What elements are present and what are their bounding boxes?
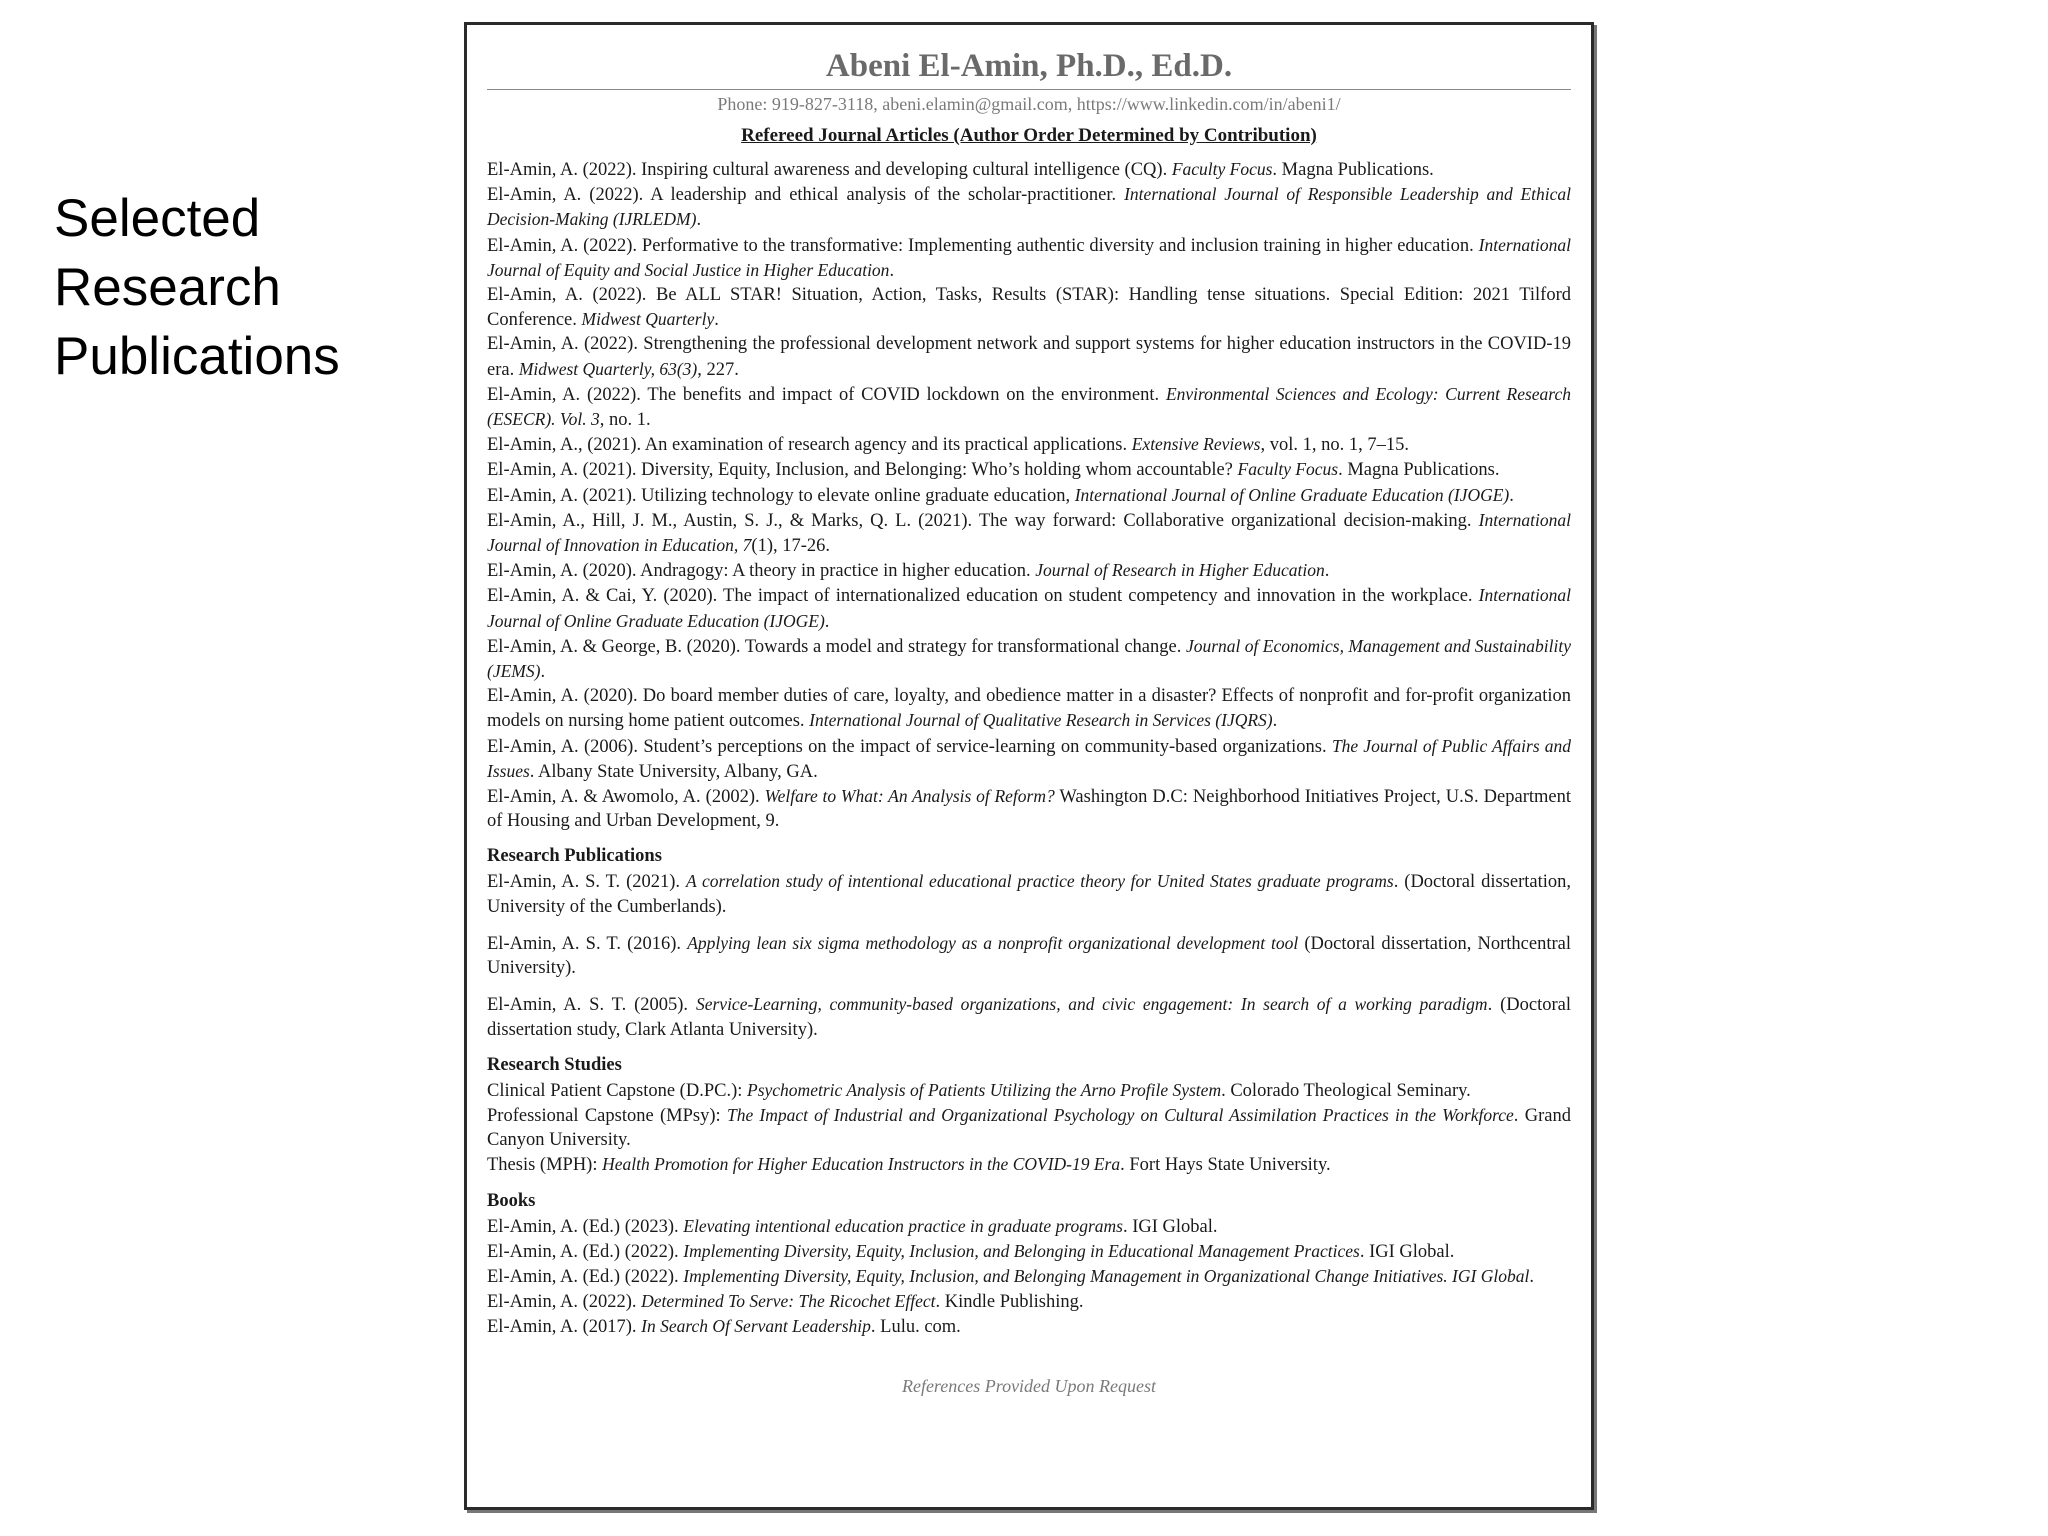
citation-tail: .: [1509, 485, 1514, 506]
citation-source: Journal of Research in Higher Education: [1035, 560, 1325, 581]
citation-tail: . Fort Hays State University.: [1120, 1155, 1331, 1176]
citation-tail: . Kindle Publishing.: [935, 1292, 1084, 1313]
resume-contact: Phone: 919-827-3118, abeni.elamin@gmail.com, https://www.linkedin.com/in/abeni1/: [717, 94, 1341, 114]
citation-entry: [487, 182, 1571, 232]
citation-tail: . Lulu. com.: [870, 1317, 961, 1338]
citation-entry: [487, 483, 1571, 508]
citation-source: Implementing Diversity, Equity, Inclusion, and Belonging Management in Organizational Change Initiatives. IGI Global: [683, 1265, 1530, 1286]
citation-tail: . Colorado Theological Seminary.: [1221, 1080, 1471, 1101]
citation-tail: . Albany State University, Albany, GA.: [529, 761, 818, 782]
slide-title: Selected Research Publications: [54, 189, 340, 386]
citation-source: Health Promotion for Higher Education Instructors in the COVID-19 Era: [602, 1154, 1121, 1175]
journal-articles-list: [487, 157, 1571, 833]
citation-text: El-Amin, A. (Ed.) (2022).: [487, 1241, 684, 1262]
citation-text: El-Amin, A., (2021). An examination of research agency and its practical applications.: [487, 435, 1132, 456]
citation-entry: [487, 634, 1571, 684]
citation-entry: [487, 931, 1571, 980]
citation-text: El-Amin, A. (Ed.) (2023).: [487, 1216, 684, 1237]
citation-entry: [487, 992, 1571, 1041]
journal-articles-heading: Refereed Journal Articles (Author Order Determined by Contribution): [741, 125, 1317, 146]
citation-entry: [487, 283, 1571, 332]
citation-source: Faculty Focus: [1171, 159, 1273, 179]
citation-text: El-Amin, A. (2022). Strengthening the professional development network and support systems for higher education instructors in the COVID-19 era.: [487, 334, 1571, 380]
citation-source: International Journal of Equity and Social Justice in Higher Education: [487, 234, 1571, 280]
research-publications-list: [487, 869, 1571, 1041]
citation-tail: .: [1324, 561, 1330, 582]
citation-source: International Journal of Online Graduate Education (IJOGE): [487, 585, 1571, 631]
books-heading: Books: [487, 1190, 536, 1211]
citation-tail: .: [1272, 711, 1278, 732]
citation-tail: Washington D.C: Neighborhood Initiatives Project, U.S. Department of Housing and Urban Development, 9.: [487, 787, 1572, 832]
citation-text: El-Amin, A. S. T. (2016).: [487, 933, 688, 954]
citation-text: El-Amin, A. S. T. (2005).: [487, 995, 696, 1016]
citation-entry: [487, 432, 1571, 457]
citation-tail: , vol. 1, no. 1, 7–15.: [1260, 435, 1410, 456]
citation-source: Psychometric Analysis of Patients Utilizing the Arno Profile System: [747, 1079, 1222, 1100]
citation-tail: . IGI Global.: [1123, 1216, 1218, 1237]
citation-text: El-Amin, A. (2022). A leadership and ethical analysis of the scholar-practitioner.: [487, 185, 1125, 206]
citation-entry: [487, 157, 1571, 182]
citation-text: El-Amin, A. (2021). Utilizing technology to elevate online graduate education,: [487, 485, 1075, 506]
citation-tail: . Magna Publications.: [1338, 460, 1500, 481]
citation-text: El-Amin, A. S. T. (2021).: [487, 872, 686, 893]
resume-name: Abeni El-Amin, Ph.D., Ed.D.: [825, 48, 1233, 84]
resume-document: [464, 22, 1594, 1510]
citation-text: El-Amin, A. (2020). Do board member duties of care, loyalty, and obedience matter in a disaster? Effects of nonprofit and for-profit organization models on nursing home patient outcomes.: [487, 686, 1571, 732]
citation-source: Elevating intentional education practice in graduate programs: [683, 1215, 1123, 1236]
citation-tail: , 227.: [697, 359, 739, 380]
citation-source: Extensive Reviews: [1131, 434, 1261, 455]
citation-entry: [487, 1264, 1571, 1289]
citation-entry: [487, 233, 1571, 283]
citation-tail: . IGI Global.: [1359, 1241, 1455, 1262]
citation-tail: . Magna Publications.: [1272, 160, 1434, 180]
citation-entry: [487, 382, 1571, 432]
citation-entry: [487, 1103, 1571, 1152]
citation-text: El-Amin, A. (2022). Inspiring cultural awareness and developing cultural intelligence (CQ).: [487, 160, 1172, 180]
citation-source: A correlation study of intentional educational practice theory for United States graduate programs: [685, 871, 1394, 892]
citation-tail: . (Doctoral dissertation, University of the Cumberlands).: [487, 872, 1571, 917]
citation-tail: , no. 1.: [599, 410, 651, 431]
citation-entry: [487, 1314, 1571, 1339]
citation-text: El-Amin, A. & Cai, Y. (2020). The impact of internationalized education on student competency and innovation in the workplace.: [487, 586, 1479, 607]
citation-tail: .: [714, 310, 719, 331]
citation-tail: .: [540, 662, 546, 683]
citation-source: Faculty Focus: [1237, 459, 1339, 480]
citation-source: The Impact of Industrial and Organizational Psychology on Cultural Assimilation Practices in the Workforce: [727, 1104, 1514, 1125]
citation-tail: . Grand Canyon University.: [487, 1105, 1571, 1151]
citation-text: Thesis (MPH):: [487, 1155, 603, 1176]
citation-entry: [487, 332, 1571, 381]
citation-tail: . (Doctoral dissertation study, Clark Atlanta University).: [487, 995, 1571, 1040]
research-publications-heading: Research Publications: [487, 846, 662, 867]
citation-text: El-Amin, A. & George, B. (2020). Towards a model and strategy for transformational change.: [487, 636, 1186, 657]
citation-entry: [487, 1152, 1571, 1177]
citation-entry: [487, 508, 1571, 558]
citation-source: Implementing Diversity, Equity, Inclusion, and Belonging in Educational Management Practices: [683, 1240, 1360, 1261]
citation-source: In Search Of Servant Leadership: [641, 1316, 871, 1337]
citation-entry: [487, 684, 1571, 733]
citation-source: International Journal of Qualitative Research in Services (IJQRS): [809, 710, 1273, 731]
citation-tail: .: [696, 210, 702, 231]
citation-entry: [487, 457, 1571, 482]
citation-text: El-Amin, A. (2022). Performative to the transformative: Implementing authentic diversity and inclusion training in higher education.: [487, 235, 1479, 256]
citation-tail: (Doctoral dissertation, Northcentral University).: [487, 933, 1571, 979]
citation-tail: .: [824, 611, 830, 632]
citation-entry: [487, 1289, 1571, 1314]
citation-source: Midwest Quarterly, 63(3): [518, 358, 698, 379]
citation-source: International Journal of Responsible Leadership and Ethical Decision-Making (IJRLEDM): [487, 184, 1572, 230]
citation-text: El-Amin, A. & Awomolo, A. (2002).: [487, 787, 765, 808]
citation-text: Professional Capstone (MPsy):: [487, 1105, 728, 1126]
citation-source: Welfare to What: An Analysis of Reform?: [764, 786, 1055, 807]
citation-entry: [487, 558, 1571, 583]
citation-text: El-Amin, A. (Ed.) (2022).: [487, 1266, 684, 1287]
research-studies-list: [487, 1078, 1571, 1178]
citation-source: Applying lean six sigma methodology as a nonprofit organizational development tool: [687, 932, 1299, 953]
citation-entry: [487, 1239, 1571, 1264]
citation-tail: (1), 17-26.: [751, 536, 831, 557]
header-divider: [487, 89, 1571, 90]
citation-text: El-Amin, A. (2022). The benefits and impact of COVID lockdown on the environment.: [487, 384, 1166, 405]
citation-text: El-Amin, A. (2021). Diversity, Equity, Inclusion, and Belonging: Who’s holding whom accountable?: [487, 460, 1238, 481]
citation-text: El-Amin, A. (2022). Be ALL STAR! Situation, Action, Tasks, Results (STAR): Handling tense situations. Special Edition: 2021 Tilford Conference.: [487, 285, 1571, 331]
research-studies-heading: Research Studies: [487, 1054, 622, 1075]
citation-source: Midwest Quarterly: [581, 309, 715, 330]
books-list: [487, 1214, 1571, 1340]
citation-tail: .: [1529, 1266, 1534, 1287]
citation-source: Journal of Economics, Management and Sustainability (JEMS): [487, 635, 1571, 682]
citation-entry: [487, 583, 1571, 633]
citation-source: Determined To Serve: The Ricochet Effect: [641, 1291, 936, 1312]
citation-source: The Journal of Public Affairs and Issues: [487, 735, 1571, 781]
citation-text: Clinical Patient Capstone (D.PC.):: [487, 1080, 748, 1101]
citation-text: El-Amin, A. (2022).: [487, 1292, 642, 1313]
citation-text: El-Amin, A. (2006). Student’s perceptions on the impact of service-learning on community-based organizations.: [487, 736, 1332, 757]
citation-entry: [487, 784, 1571, 833]
citation-entry: [487, 1078, 1571, 1103]
citation-text: El-Amin, A. (2017).: [487, 1317, 642, 1338]
citation-text: El-Amin, A., Hill, J. M., Austin, S. J., & Marks, Q. L. (2021). The way forward: Collaborative organizational decision-making.: [487, 510, 1479, 531]
citation-text: El-Amin, A. (2020). Andragogy: A theory in practice in higher education.: [487, 561, 1036, 582]
citation-entry: [487, 869, 1571, 918]
citation-source: Service-Learning, community-based organizations, and civic engagement: In search of a working paradigm: [695, 994, 1488, 1015]
citation-entry: [487, 734, 1571, 784]
citation-source: International Journal of Innovation in Education, 7: [487, 509, 1571, 556]
references-note: References Provided Upon Request: [901, 1375, 1157, 1396]
citation-source: International Journal of Online Graduate Education (IJOGE): [1074, 484, 1510, 505]
citation-source: Environmental Sciences and Ecology: Current Research (ESECR). Vol. 3: [487, 383, 1571, 430]
citation-entry: [487, 1214, 1571, 1239]
citation-tail: .: [889, 260, 895, 281]
